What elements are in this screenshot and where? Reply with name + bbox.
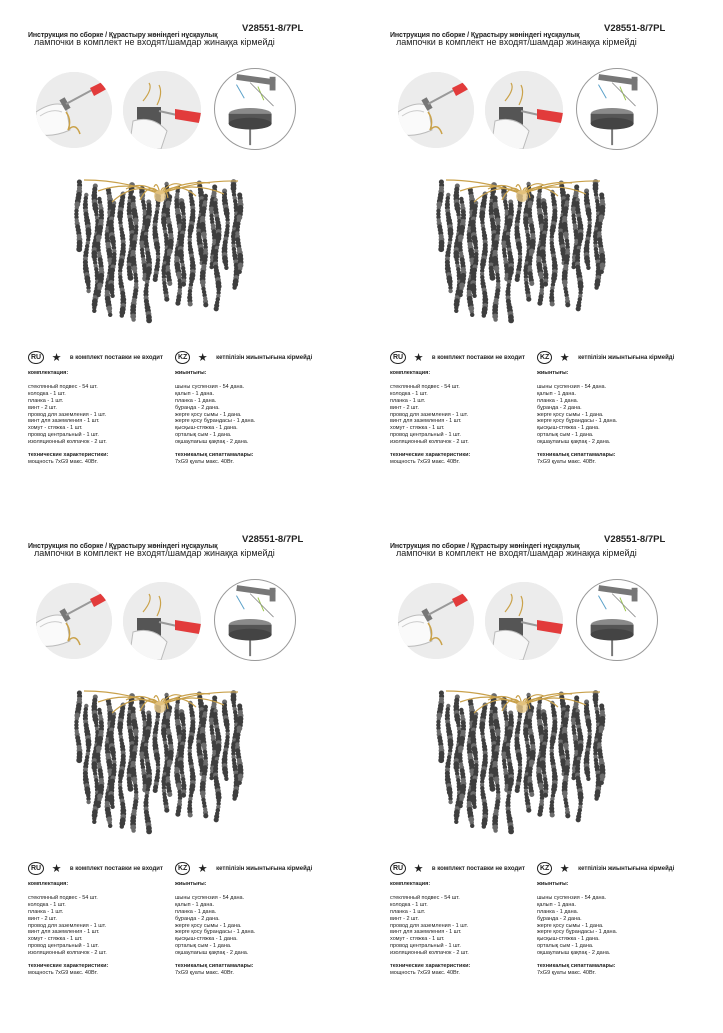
chandelier-image [74,172,246,327]
list-item: шыны суспензия - 54 дана. [537,894,607,901]
list-item: винт - 2 шт. [28,404,57,411]
bulbs-note: лампочки в комплект не входят/шамдар жинаққа кірмейді [396,37,637,47]
ru-kit-title: комплектация: [390,370,431,376]
ru-badge: RU [390,351,406,364]
instruction-sheet [390,533,720,1033]
list-item: провод центральный - 1 шт. [390,432,461,439]
list-item: хомут - стяжка - 1 шт. [28,936,83,943]
list-item: қысқыш-стяжка - 1 дана. [537,936,600,943]
kz-spec-value: 7xG9 қуаты макс. 40Вт. [175,969,234,976]
list-item: қалып - 1 дана. [537,390,576,397]
list-item: жерге қосу сымы - 1 дана. [175,922,242,929]
list-item: жерге қосу бұрандасы - 1 дана. [537,418,618,425]
list-item: жерге қосу бұрандасы - 1 дана. [537,929,618,936]
kz-not-included-note: кетпілізін жиынтығына кірмейді [578,865,675,872]
kz-badge: KZ [537,351,552,364]
ru-spec-value: мощность 7xG9 макс. 40Вт. [28,458,98,465]
kz-badge: KZ [175,862,190,875]
list-item: бұранда - 2 дана. [175,404,220,411]
kz-kit-list [175,370,325,466]
list-item: қысқыш-стяжка - 1 дана. [175,425,238,432]
list-item: хомут - стяжка - 1 шт. [390,936,445,943]
list-item: изоляционный колпачок - 2 шт. [390,950,469,957]
list-item: жерге қосу бұрандасы - 1 дана. [175,929,256,936]
list-item: планка - 1 шт. [390,397,426,404]
list-item: орталық сым - 1 дана. [537,943,594,950]
kz-spec-value: 7xG9 қуаты макс. 40Вт. [175,458,234,465]
star-icon: ★ [197,352,208,365]
kz-not-included-note: кетпілізін жиынтығына кірмейді [216,354,313,361]
list-item: стеклянный подвес - 54 шт. [28,894,98,901]
ru-spec-title: технические характеристики: [28,963,109,970]
list-item: стеклянный подвес - 54 шт. [390,383,460,390]
screwdriver-wire-icon [485,71,563,149]
model-number: V28551-8/7PL [604,534,666,545]
list-item: стеклянный подвес - 54 шт. [28,383,98,390]
list-item: провод центральный - 1 шт. [28,943,99,950]
kz-kit-list [175,881,325,977]
kz-note-row [537,860,674,874]
list-item: бұранда - 2 дана. [175,915,220,922]
instruction-header [390,535,720,549]
screwdriver-ceiling-icon [398,583,474,659]
list-item: провод для заземления - 1 шт. [28,411,107,418]
kz-kit-list [537,370,687,466]
list-item: планка - 1 шт. [390,908,426,915]
model-number: V28551-8/7PL [604,23,666,34]
list-item: жерге қосу бұрандасы - 1 дана. [175,418,256,425]
list-item: бұранда - 2 дана. [537,404,582,411]
ru-badge: RU [390,862,406,875]
instruction-header [28,535,358,549]
ru-not-included-note: в комплект поставки не входит [69,865,163,872]
ru-not-included-note: в комплект поставки не входит [431,865,525,872]
list-item: винт для заземления - 1 шт. [390,418,462,425]
list-item: провод центральный - 1 шт. [28,432,99,439]
chandelier-image [436,683,608,838]
list-item: винт - 2 шт. [28,915,57,922]
ru-spec-value: мощность 7xG9 макс. 40Вт. [390,458,460,465]
kz-spec-title: техникалық сипаттамалары: [175,452,254,459]
list-item: жерге қосу сымы - 1 дана. [175,411,242,418]
list-item: колодка - 1 шт. [390,390,428,397]
ru-kit-title: комплектация: [28,370,69,376]
instruction-header [390,24,720,38]
list-item: винт для заземления - 1 шт. [28,418,100,425]
list-item: планка - 1 дана. [175,908,217,915]
list-item: оқшаулағыш қақпақ - 2 дана. [537,950,611,957]
ru-spec-value: мощность 7xG9 макс. 40Вт. [28,969,98,976]
mounting-plate-diagram-icon [214,579,296,661]
kz-spec-value: 7xG9 қуаты макс. 40Вт. [537,458,596,465]
list-item: қалып - 1 дана. [175,390,214,397]
kz-kit-title: жиынтығы: [175,881,207,887]
kz-note-row [537,349,674,363]
screwdriver-wire-icon [485,582,563,660]
instruction-sheet [28,22,358,522]
list-item: провод для заземления - 1 шт. [28,922,107,929]
list-item: оқшаулағыш қақпақ - 2 дана. [175,950,249,957]
star-icon: ★ [51,352,62,365]
list-item: провод центральный - 1 шт. [390,943,461,950]
kz-not-included-note: кетпілізін жиынтығына кірмейді [578,354,675,361]
kz-spec-title: техникалық сипаттамалары: [537,963,616,970]
ru-note-row [28,349,163,363]
list-item: орталық сым - 1 дана. [175,432,232,439]
list-item: колодка - 1 шт. [28,901,66,908]
list-item: оқшаулағыш қақпақ - 2 дана. [537,439,611,446]
list-item: провод для заземления - 1 шт. [390,411,469,418]
kz-badge: KZ [175,351,190,364]
list-item: бұранда - 2 дана. [537,915,582,922]
instruction-header [28,24,358,38]
list-item: шыны суспензия - 54 дана. [175,894,245,901]
ru-note-row [390,860,525,874]
ru-badge: RU [28,862,44,875]
list-item: шыны суспензия - 54 дана. [175,383,245,390]
list-item: оқшаулағыш қақпақ - 2 дана. [175,439,249,446]
ru-note-row [28,860,163,874]
list-item: стеклянный подвес - 54 шт. [390,894,460,901]
bulbs-note: лампочки в комплект не входят/шамдар жинаққа кірмейді [34,37,275,47]
ru-note-row [390,349,525,363]
list-item: изоляционный колпачок - 2 шт. [390,439,469,446]
list-item: колодка - 1 шт. [28,390,66,397]
ru-spec-title: технические характеристики: [28,452,109,459]
star-icon: ★ [559,863,570,876]
list-item: орталық сым - 1 дана. [175,943,232,950]
kz-spec-value: 7xG9 қуаты макс. 40Вт. [537,969,596,976]
instruction-title: Инструкция по сборке / Құрастыру жөніндегі нұсқаулық [390,32,580,39]
screwdriver-ceiling-icon [36,72,112,148]
list-item: жерге қосу сымы - 1 дана. [537,922,604,929]
star-icon: ★ [559,352,570,365]
mounting-plate-diagram-icon [214,68,296,150]
ru-not-included-note: в комплект поставки не входит [69,354,163,361]
mounting-plate-diagram-icon [576,68,658,150]
ru-kit-title: комплектация: [28,881,69,887]
ru-badge: RU [28,351,44,364]
list-item: қысқыш-стяжка - 1 дана. [537,425,600,432]
ru-kit-list [390,881,540,977]
list-item: провод для заземления - 1 шт. [390,922,469,929]
list-item: винт для заземления - 1 шт. [28,929,100,936]
ru-spec-title: технические характеристики: [390,963,471,970]
screwdriver-ceiling-icon [398,72,474,148]
ru-kit-title: комплектация: [390,881,431,887]
kz-note-row [175,860,312,874]
ru-kit-list [28,370,178,466]
list-item: планка - 1 дана. [175,397,217,404]
kz-kit-list [537,881,687,977]
star-icon: ★ [413,352,424,365]
instruction-title: Инструкция по сборке / Құрастыру жөніндегі нұсқаулық [390,543,580,550]
kz-note-row [175,349,312,363]
list-item: хомут - стяжка - 1 шт. [28,425,83,432]
list-item: қалып - 1 дана. [537,901,576,908]
ru-not-included-note: в комплект поставки не входит [431,354,525,361]
model-number: V28551-8/7PL [242,23,304,34]
list-item: изоляционный колпачок - 2 шт. [28,950,107,957]
list-item: планка - 1 дана. [537,397,579,404]
ru-spec-value: мощность 7xG9 макс. 40Вт. [390,969,460,976]
kz-not-included-note: кетпілізін жиынтығына кірмейді [216,865,313,872]
star-icon: ★ [51,863,62,876]
ru-kit-list [28,881,178,977]
star-icon: ★ [197,863,208,876]
instruction-sheet [28,533,358,1033]
list-item: планка - 1 шт. [28,908,64,915]
ru-kit-list [390,370,540,466]
list-item: винт для заземления - 1 шт. [390,929,462,936]
kz-kit-title: жиынтығы: [537,881,569,887]
screwdriver-wire-icon [123,71,201,149]
kz-spec-title: техникалық сипаттамалары: [537,452,616,459]
list-item: планка - 1 дана. [537,908,579,915]
ru-spec-title: технические характеристики: [390,452,471,459]
list-item: орталық сым - 1 дана. [537,432,594,439]
list-item: қалып - 1 дана. [175,901,214,908]
screwdriver-ceiling-icon [36,583,112,659]
kz-spec-title: техникалық сипаттамалары: [175,963,254,970]
model-number: V28551-8/7PL [242,534,304,545]
list-item: планка - 1 шт. [28,397,64,404]
kz-badge: KZ [537,862,552,875]
kz-kit-title: жиынтығы: [537,370,569,376]
kz-kit-title: жиынтығы: [175,370,207,376]
list-item: шыны суспензия - 54 дана. [537,383,607,390]
instruction-title: Инструкция по сборке / Құрастыру жөніндегі нұсқаулық [28,543,218,550]
screwdriver-wire-icon [123,582,201,660]
list-item: колодка - 1 шт. [390,901,428,908]
list-item: хомут - стяжка - 1 шт. [390,425,445,432]
chandelier-image [74,683,246,838]
list-item: изоляционный колпачок - 2 шт. [28,439,107,446]
list-item: қысқыш-стяжка - 1 дана. [175,936,238,943]
list-item: винт - 2 шт. [390,915,419,922]
mounting-plate-diagram-icon [576,579,658,661]
list-item: жерге қосу сымы - 1 дана. [537,411,604,418]
star-icon: ★ [413,863,424,876]
bulbs-note: лампочки в комплект не входят/шамдар жинаққа кірмейді [396,548,637,558]
bulbs-note: лампочки в комплект не входят/шамдар жинаққа кірмейді [34,548,275,558]
chandelier-image [436,172,608,327]
instruction-title: Инструкция по сборке / Құрастыру жөніндегі нұсқаулық [28,32,218,39]
instruction-sheet [390,22,720,522]
list-item: винт - 2 шт. [390,404,419,411]
